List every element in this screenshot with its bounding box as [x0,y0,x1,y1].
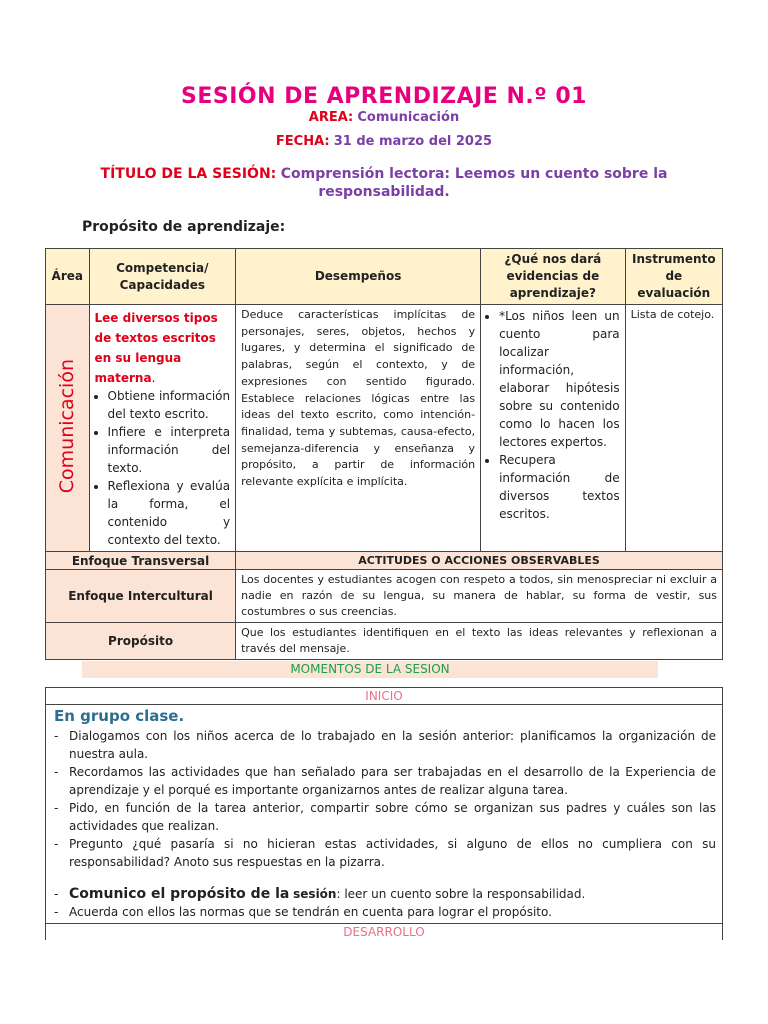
intercultural-text: Los docentes y estudiantes acogen con respeto a todos, sin menospreciar ni excluir a nadie en razón de su lengua, su manera de hablar, su forma de vestir, sus costumbres o sus creencias. [236,570,723,623]
learning-table [45,248,723,660]
table-header-row [46,249,723,305]
area-vertical-label: Comunicación [56,358,79,494]
list-item: - Pregunto ¿qué pasaría si no hicieran estas actividades, si alguno de ellos no cumpliera con su responsabilidad? Anoto sus respuestas en la pizarra. [52,835,716,871]
capacidades-list [95,387,231,549]
table-row [46,688,723,705]
list-item: • *Los niños leen un cuento para localizar información, elaborar hipótesis sobre su contenido como lo hacen los lectores expertos. [499,307,620,451]
comunico-bold-b: sesión [293,887,337,901]
momentos-title: MOMENTOS DE LA SESION [82,661,658,678]
competencia-title: Lee diversos tipos de textos escritos en su lengua materna [94,311,218,385]
list-item: - Recordamos las actividades que han señalado para ser trabajadas en el desarrollo de la Experiencia de aprendizaje y el porqué es importante organizarnos antes de realizar alguna tarea. [52,763,716,799]
area-line [0,110,768,125]
list-item: - Pido, en función de la tarea anterior, compartir sobre cómo se organizan sus padres y cuáles son las actividades que realizan. [52,799,716,835]
area-value: Comunicación [357,110,460,125]
enfoque-intercultural-label: Enfoque Intercultural [46,570,236,623]
comunico-bold-a: Comunico el propósito de la [69,886,290,902]
titulo-value: Comprensión lectora: Leemos un cuento sobre la responsabilidad. [280,166,668,200]
grupo-clase-heading: En grupo clase. [54,707,185,725]
evidencias-cell [481,305,626,552]
inicio-list [52,727,716,871]
enfoque-transversal-label: Enfoque Transversal [46,552,236,570]
header-competencia: Competencia/ Capacidades [89,249,236,305]
fecha-line [0,134,768,149]
comunico-list [52,885,716,921]
proposito-label: Propósito [46,623,236,660]
list-item: • Obtiene información del texto escrito. [108,387,231,423]
competencia-cell [89,305,236,552]
header-evidencias: ¿Qué nos dará evidencias de aprendizaje? [481,249,626,305]
fecha-label: FECHA: [275,134,330,149]
session-title: SESIÓN DE APRENDIZAJE N.º 01 [181,84,587,109]
proposito-text: Que los estudiantes identifiquen en el texto las ideas relevantes y reflexionan a través del mensaje. [236,623,723,660]
competencia-block: Lee diversos tipos de textos escritos en su lengua materna. [94,311,218,385]
list-item [52,885,716,903]
table-row [46,570,723,623]
actitudes-header: ACTITUDES O ACCIONES OBSERVABLES [236,552,723,570]
header-instrumento: Instrumento de evaluación [625,249,722,305]
list-item: • Recupera información de diversos textos escritos. [499,451,620,523]
list-item: - Acuerda con ellos las normas que se tendrán en cuenta para lograr el propósito. [52,903,716,921]
header-desempenos: Desempeños [236,249,481,305]
desarrollo-label: DESARROLLO [46,924,723,941]
fecha-value: 31 de marzo del 2025 [333,134,493,149]
list-item: • Infiere e interpreta información del texto. [108,423,231,477]
inicio-content [46,705,723,924]
table-row [46,305,723,552]
table-row [46,552,723,570]
momentos-table [45,687,723,940]
area-label: AREA: [308,110,354,125]
area-cell [46,305,90,552]
instrumento-cell: Lista de cotejo. [625,305,722,552]
evidencias-list [486,307,620,523]
inicio-label: INICIO [46,688,723,705]
table-row [46,924,723,941]
table-row [46,623,723,660]
table-row [46,705,723,924]
session-topic [80,165,688,201]
list-item: • Reflexiona y evalúa la forma, el contenido y contexto del texto. [108,477,231,549]
comunico-rest: : leer un cuento sobre la responsabilidad. [336,887,586,901]
list-item: - Dialogamos con los niños acerca de lo trabajado en la sesión anterior: planificamos la organización de nuestra aula. [52,727,716,763]
titulo-label: TÍTULO DE LA SESIÓN: [100,166,277,182]
header-area: Área [46,249,90,305]
desempenos-cell: Deduce características implícitas de personajes, seres, objetos, hechos y lugares, y determina el significado de palabras, según el contexto, y de expresiones con sentido figurado. Establece relaciones lógicas entre las ideas del texto escrito, como intención-finalidad, tema y subtemas, causa-efecto, semejanza-diferencia y enseñanza y propósito, a partir de información relevante explícita e implícita. [236,305,481,552]
proposito-heading: Propósito de aprendizaje: [82,219,286,235]
